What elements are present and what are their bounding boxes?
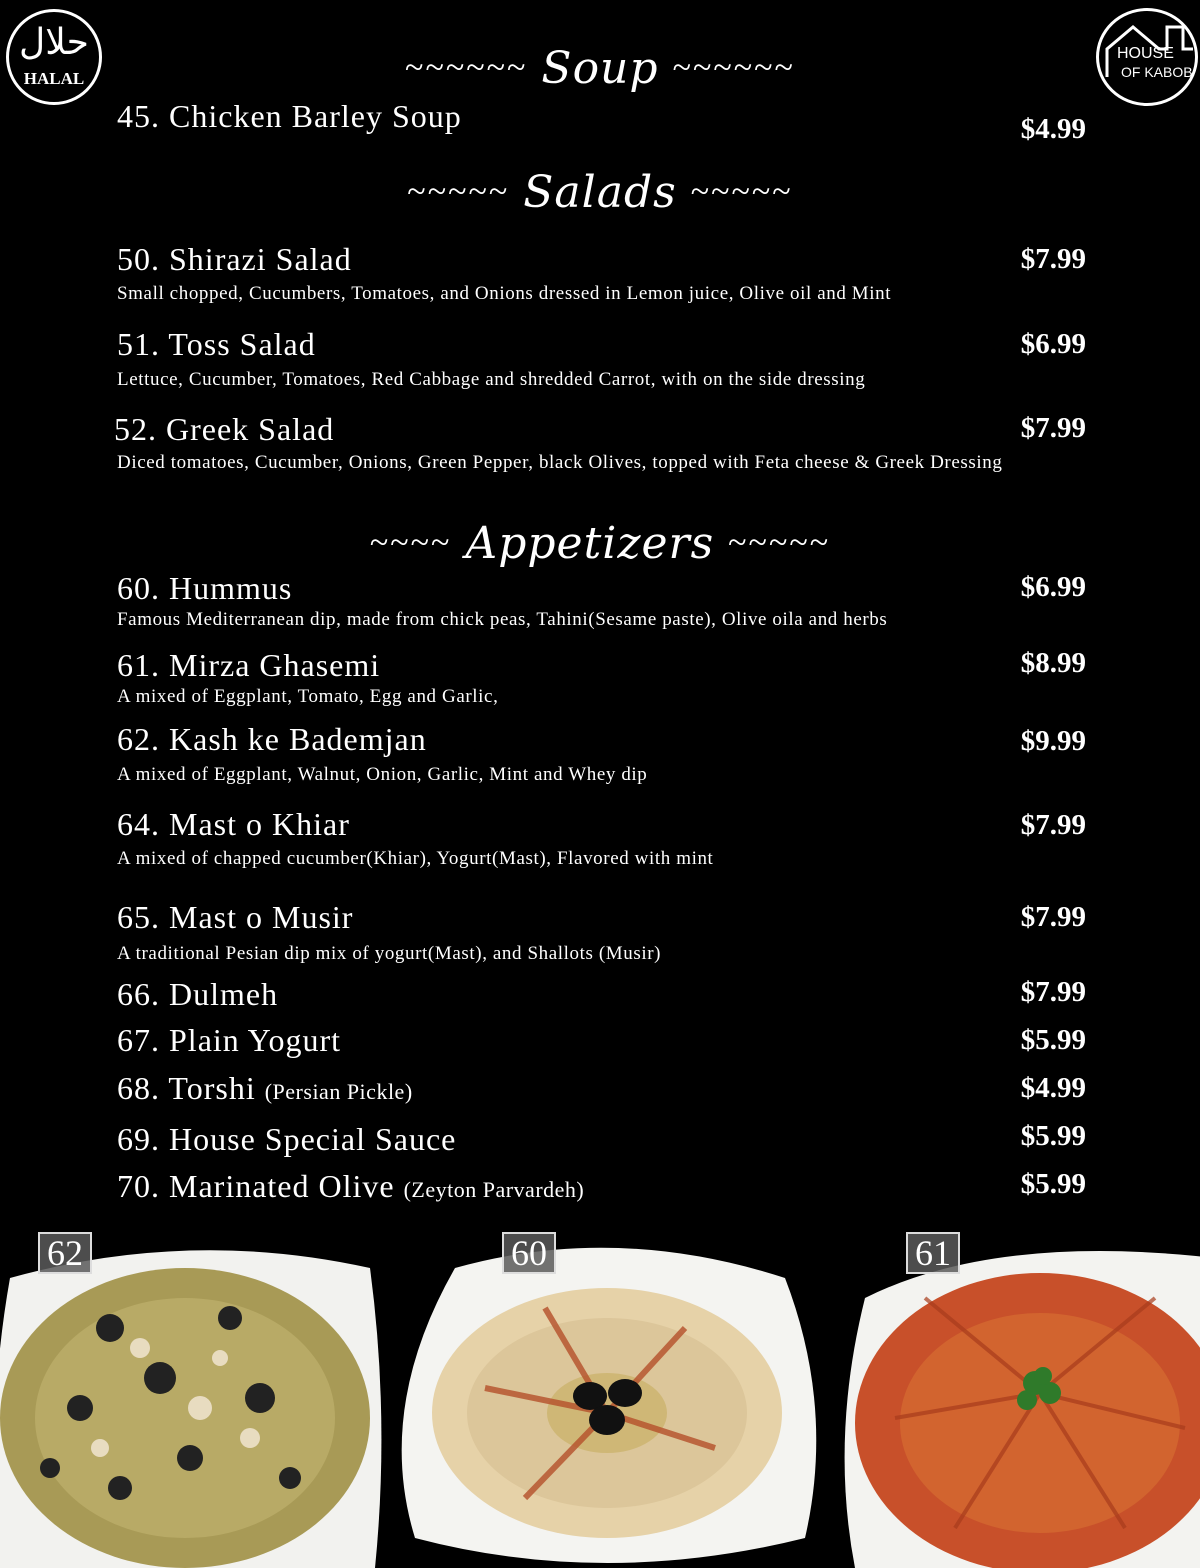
photo-mirza-ghasemi — [835, 1238, 1200, 1568]
item-67-price: $5.99 — [1020, 1024, 1086, 1056]
halal-label: HALAL — [23, 69, 85, 88]
item-61-desc: A mixed of Eggplant, Tomato, Egg and Garlic, — [117, 686, 499, 707]
item-61-name: 61. Mirza Ghasemi — [117, 647, 381, 683]
item-52-desc: Diced tomatoes, Cucumber, Onions, Green Pepper, black Olives, topped with Feta cheese & Greek Dressing — [117, 452, 1003, 473]
heading-title: Salads — [523, 167, 677, 218]
brand-line-1: HOUSE — [1117, 45, 1174, 62]
item-52-name: 52. Greek Salad — [114, 411, 335, 447]
item-51-name: 51. Toss Salad — [117, 326, 316, 362]
item-62-desc: A mixed of Eggplant, Walnut, Onion, Garlic, Mint and Whey dip — [117, 764, 648, 785]
item-52-price: $7.99 — [1020, 412, 1086, 444]
item-50-desc: Small chopped, Cucumbers, Tomatoes, and Onions dressed in Lemon juice, Olive oil and Mint — [117, 283, 892, 304]
item-65-price: $7.99 — [1020, 901, 1086, 933]
item-64-desc: A mixed of chapped cucumber(Khiar), Yogurt(Mast), Flavored with mint — [117, 848, 714, 869]
section-heading-appetizers — [0, 515, 1200, 569]
item-61-price: $8.99 — [1020, 647, 1086, 679]
item-69-price: $5.99 — [1020, 1120, 1086, 1152]
section-heading-salads — [0, 164, 1200, 218]
item-70-subtitle: (Zeyton Parvardeh) — [403, 1177, 585, 1202]
heading-tilde-right: ~~~~~~ — [672, 49, 795, 87]
item-67-name: 67. Plain Yogurt — [117, 1022, 342, 1058]
photo-hummus — [385, 1238, 830, 1568]
item-51-desc: Lettuce, Cucumber, Tomatoes, Red Cabbage and shredded Carrot, with on the side dressing — [117, 369, 866, 390]
item-45-price: $4.99 — [1020, 113, 1086, 145]
heading-tilde-right: ~~~~~ — [728, 524, 831, 562]
item-64-name: 64. Mast o Khiar — [117, 806, 350, 842]
item-50-price: $7.99 — [1020, 243, 1086, 275]
heading-tilde-left: ~~~~~~ — [405, 49, 528, 87]
photo-tag-62: 62 — [38, 1232, 92, 1274]
item-51-price: $6.99 — [1020, 328, 1086, 360]
item-60-name: 60. Hummus — [117, 570, 293, 606]
item-70-price: $5.99 — [1020, 1168, 1086, 1200]
photo-kashke-bademjan — [0, 1238, 385, 1568]
item-66-name: 66. Dulmeh — [117, 976, 279, 1012]
item-50-name: 50. Shirazi Salad — [117, 241, 352, 277]
item-68-name — [117, 1070, 413, 1107]
heading-title: Soup — [541, 43, 659, 94]
item-62-name: 62. Kash ke Bademjan — [117, 721, 427, 757]
item-68-subtitle: (Persian Pickle) — [264, 1079, 413, 1104]
item-68-title: 68. Torshi — [117, 1070, 256, 1106]
section-heading-soup — [0, 40, 1200, 94]
heading-tilde-left: ~~~~~ — [407, 173, 510, 211]
photo-tag-60: 60 — [502, 1232, 556, 1274]
item-68-price: $4.99 — [1020, 1072, 1086, 1104]
heading-tilde-right: ~~~~~ — [690, 173, 793, 211]
photo-tag-61: 61 — [906, 1232, 960, 1274]
item-69-name: 69. House Special Sauce — [117, 1121, 457, 1157]
item-70-title: 70. Marinated Olive — [117, 1168, 395, 1204]
item-66-price: $7.99 — [1020, 976, 1086, 1008]
item-65-desc: A traditional Pesian dip mix of yogurt(Mast), and Shallots (Musir) — [117, 943, 662, 964]
halal-arabic-text: حلال — [19, 22, 89, 63]
item-60-desc: Famous Mediterranean dip, made from chick peas, Tahini(Sesame paste), Olive oila and herbs — [117, 609, 888, 630]
item-70-name — [117, 1168, 584, 1205]
brand-line-2: OF KABOB — [1121, 64, 1193, 80]
item-64-price: $7.99 — [1020, 809, 1086, 841]
item-62-price: $9.99 — [1020, 725, 1086, 757]
item-65-name: 65. Mast o Musir — [117, 899, 354, 935]
heading-tilde-left: ~~~~ — [369, 524, 452, 562]
item-45-name: 45. Chicken Barley Soup — [117, 98, 462, 134]
heading-title: Appetizers — [465, 518, 715, 569]
item-60-price: $6.99 — [1020, 571, 1086, 603]
